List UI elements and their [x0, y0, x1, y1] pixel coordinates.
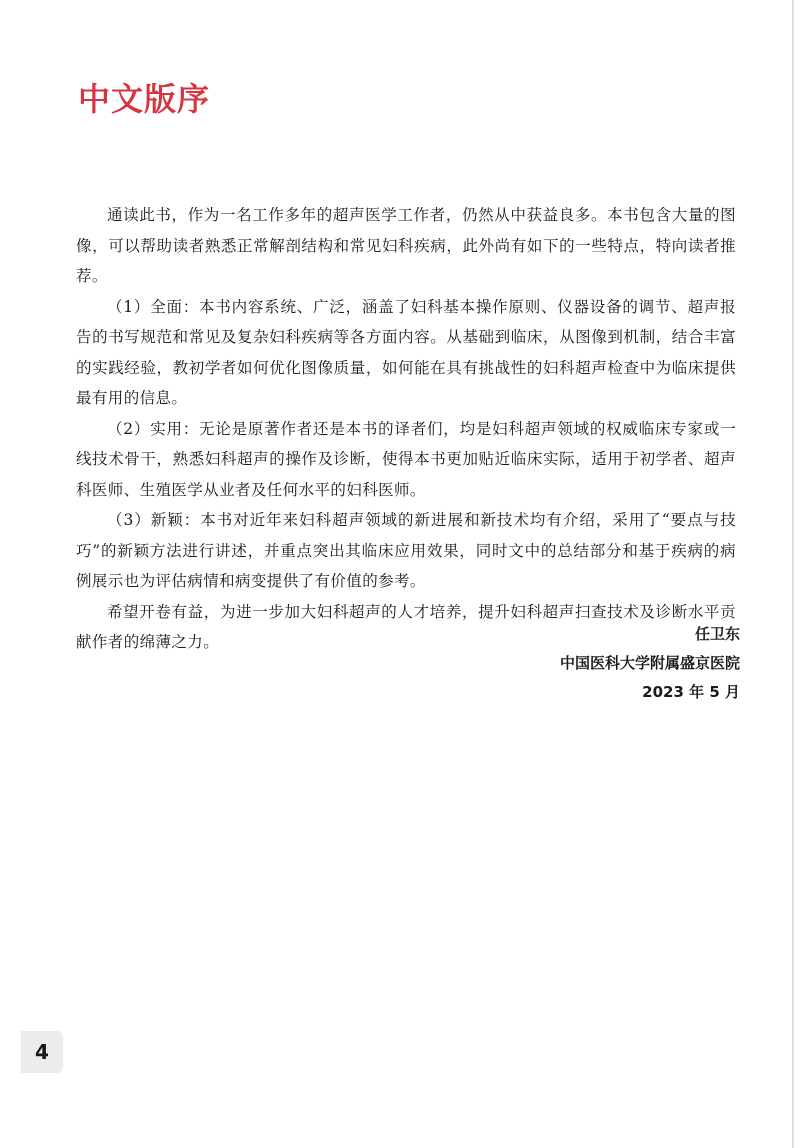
- page-number: 4: [21, 1031, 63, 1073]
- paragraph-closing: 希望开卷有益，为进一步加大妇科超声的人才培养，提升妇科超声扫查技术及诊断水平贡献作者的绵薄之力。: [76, 602, 736, 651]
- paragraph-point-1: （1）全面：本书内容系统、广泛，涵盖了妇科基本操作原则、仪器设备的调节、超声报告的书写规范和常见及复杂妇科疾病等各方面内容。从基础到临床，从图像到机制，结合丰富的实践经验，教初学者如何优化图像质量，如何能在具有挑战性的妇科超声检查中为临床提供最有用的信息。: [76, 297, 736, 407]
- signature-block: [560, 620, 740, 707]
- body-text: [76, 200, 736, 658]
- page-title: 中文版序: [78, 80, 211, 118]
- paragraph-point-3: （3）新颖：本书对近年来妇科超声领域的新进展和新技术均有介绍，采用了“要点与技巧”的新颖方法进行讲述，并重点突出其临床应用效果，同时文中的总结部分和基于疾病的病例展示也为评估病情和病变提供了有价值的参考。: [76, 511, 736, 590]
- paragraph-point-2: （2）实用：无论是原著作者还是本书的译者们，均是妇科超声领域的权威临床专家或一线技术骨干，熟悉妇科超声的操作及诊断，使得本书更加贴近临床实际，适用于初学者、超声科医师、生殖医学从业者及任何水平的妇科医师。: [76, 419, 736, 499]
- page-edge-divider: [792, 0, 794, 1148]
- paragraph-intro: 通读此书，作为一名工作多年的超声医学工作者，仍然从中获益良多。本书包含大量的图像，可以帮助读者熟悉正常解剖结构和常见妇科疾病，此外尚有如下的一些特点，特向读者推荐。: [76, 206, 736, 285]
- signature-date: 2023 年 5 月: [642, 683, 740, 701]
- signature-affiliation: 中国医科大学附属盛京医院: [559, 654, 740, 672]
- signature-name: 任卫东: [694, 625, 740, 643]
